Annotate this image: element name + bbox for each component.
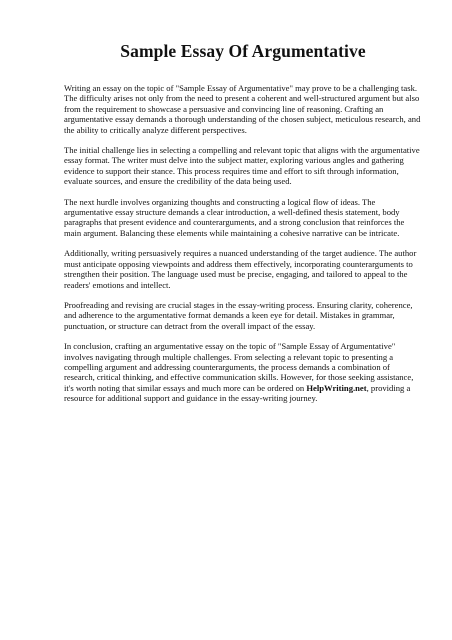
paragraph-3: The next hurdle involves organizing thoughts and constructing a logical flow of ideas. The argumentative essay structure demands a clear introduction, a well-defined thesis statement, body paragraphs that present evidence and counterarguments, and a strong conclusion that reinforces the main argument. Balancing these elements while maintaining a cohesive narrative can be intricate. bbox=[64, 196, 405, 238]
paragraph-1: Writing an essay on the topic of "Sample Essay of Argumentative" may prove to be a challenging task. The difficulty arises not only from the need to present a coherent and well-structured argument but also from the requirement to showcase a persuasive and convincing line of reasoning. Crafting an argumentative essay demands a thorough understanding of the chosen subject, meticulous research, and the ability to critically analyze different perspectives. bbox=[64, 83, 421, 135]
paragraph-conclusion bbox=[64, 341, 422, 403]
paragraph-5: Proofreading and revising are crucial stages in the essay-writing process. Ensuring clarity, coherence, and adherence to the argumentative format demands a keen eye for detail. Mistakes in grammar, punctuation, or structure can detract from the overall impact of the essay. bbox=[64, 299, 413, 331]
conclusion-text: In conclusion, crafting an argumentative essay on the topic of "Sample Essay of Argumentative" involves navigating through multiple challenges. From selecting a relevant topic to presenting a compelling argument and addressing counterarguments, the process demands a combination of research, critical thinking, and effective communication skills. However, for those seeking assistance, it's worth noting that similar essays and much more can be ordered on bbox=[64, 341, 414, 393]
helpwriting-link-text: HelpWriting.net bbox=[306, 382, 367, 393]
paragraph-4: Additionally, writing persuasively requires a nuanced understanding of the target audience. The author must anticipate opposing viewpoints and address them effectively, incorporating counterarguments to strengthen their position. The language used must be precise, engaging, and tailored to appeal to the readers' emotions and intellect. bbox=[64, 248, 417, 290]
conclusion-text-end: , providing a resource for additional support and guidance in the essay-writing journey. bbox=[64, 382, 411, 404]
paragraph-2: The initial challenge lies in selecting a compelling and relevant topic that aligns with the argumentative essay format. The writer must delve into the subject matter, exploring various angles and gathering evidence to support their stance. This process requires time and effort to sift through information, evaluate sources, and ensure the credibility of the data being used. bbox=[64, 145, 420, 187]
document-title: Sample Essay Of Argumentative bbox=[120, 41, 366, 61]
